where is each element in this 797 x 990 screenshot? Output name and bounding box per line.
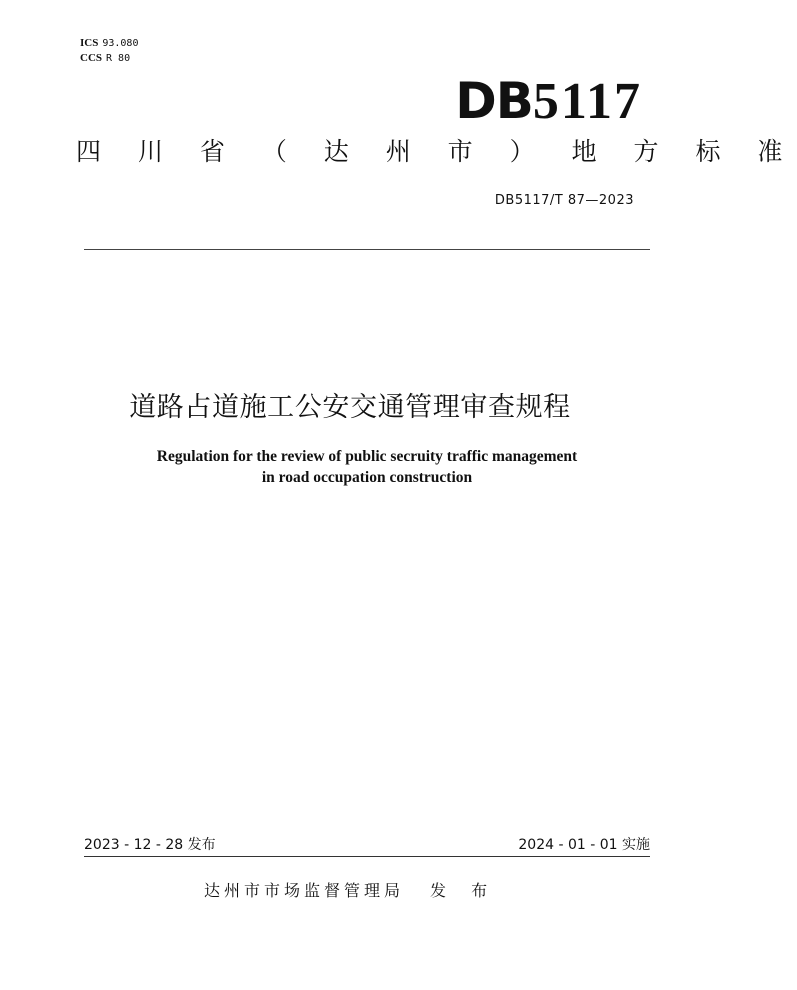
issuer — [204, 880, 497, 902]
title-english — [0, 446, 734, 488]
issuer-action: 发 布 — [430, 881, 498, 900]
standard-type: 四 川 省 （ 达 州 市 ） 地 方 标 准 — [76, 137, 797, 166]
standard-mark-letters: DB — [455, 72, 533, 130]
standard-mark-code: 5117 — [532, 73, 642, 130]
ccs-value: R 80 — [106, 53, 131, 64]
ics-key: ICS — [80, 37, 99, 49]
ics-value: 93.080 — [102, 38, 139, 49]
issue-date: 2023 - 12 - 28 发布 — [84, 837, 216, 853]
issuer-name: 达州市市场监督管理局 — [204, 881, 405, 900]
standard-number: DB5117/T 87—2023 — [494, 193, 634, 208]
footer-divider — [84, 856, 650, 857]
implementation-date: 2024 - 01 - 01 实施 — [518, 837, 650, 853]
standard-mark — [455, 72, 642, 131]
title-chinese: 道路占道施工公安交通管理审查规程 — [129, 392, 571, 423]
ics-classification — [80, 36, 138, 51]
header-divider — [84, 249, 650, 250]
ccs-key: CCS — [80, 52, 103, 64]
ccs-classification — [80, 51, 130, 66]
title-english-line1: Regulation for the review of public secruity traffic management — [156, 448, 578, 465]
title-english-line2: in road occupation construction — [261, 469, 473, 486]
